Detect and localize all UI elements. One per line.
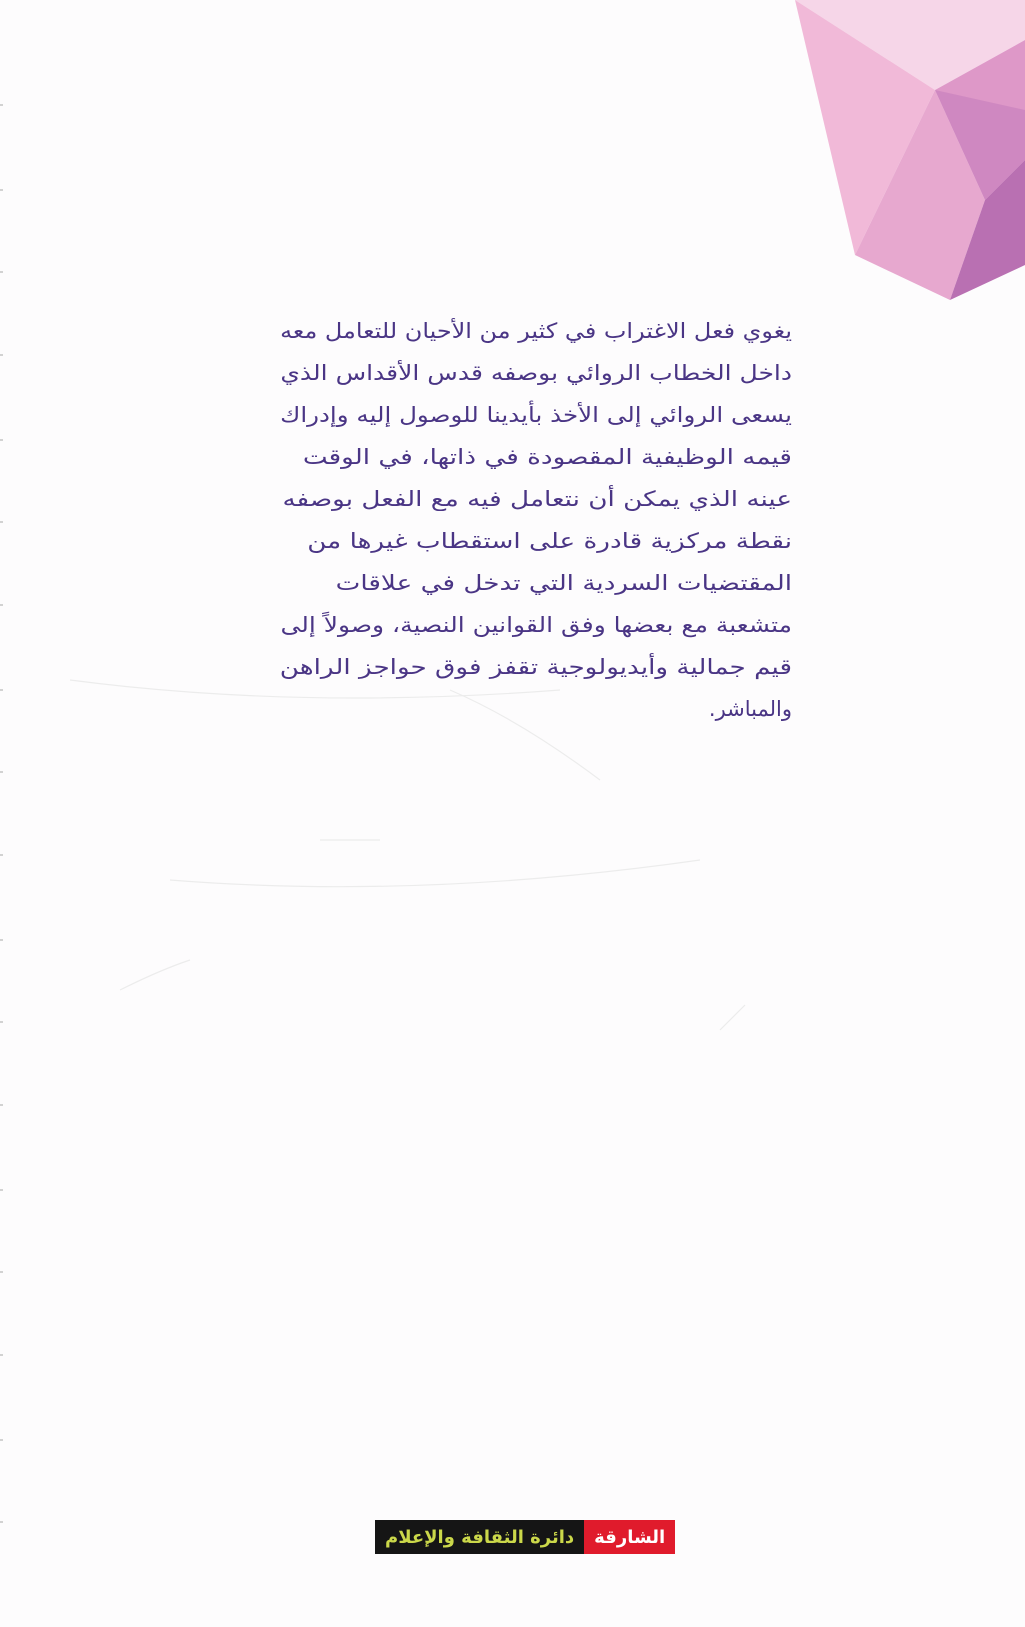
blurb-line: نقطة مركزية قادرة على استقطاب غيرها من — [307, 529, 792, 553]
blurb-line: عينه الذي يمكن أن نتعامل فيه مع الفعل بوصفه — [282, 487, 792, 511]
blurb-line: يسعى الروائي إلى الأخذ بأيدينا للوصول إليه وإدراك — [280, 403, 792, 427]
blurb-line: والمباشر. — [708, 697, 792, 721]
blurb-line: المقتضيات السردية التي تدخل في علاقات — [335, 571, 792, 595]
blurb-line: يغوي فعل الاغتراب في كثير من الأحيان للتعامل معه — [280, 319, 792, 343]
page-edge-marks — [0, 0, 8, 1627]
publisher-name-label: دائرة الثقافة والإعلام — [375, 1520, 584, 1554]
decorative-polygon-art — [785, 0, 1025, 300]
publisher-city-label: الشارقة — [584, 1520, 675, 1554]
blurb-line: متشعبة مع بعضها وفق القوانين النصية، وصولاً إلى — [280, 613, 792, 637]
blurb-line: قيمه الوظيفية المقصودة في ذاتها، في الوقت — [302, 445, 792, 469]
blurb-line: قيم جمالية وأيديولوجية تقفز فوق حواجز الراهن — [279, 655, 792, 679]
publisher-logo — [375, 1520, 675, 1554]
back-cover-blurb — [280, 310, 792, 730]
blurb-line: داخل الخطاب الروائي بوصفه قدس الأقداس الذي — [280, 361, 792, 385]
